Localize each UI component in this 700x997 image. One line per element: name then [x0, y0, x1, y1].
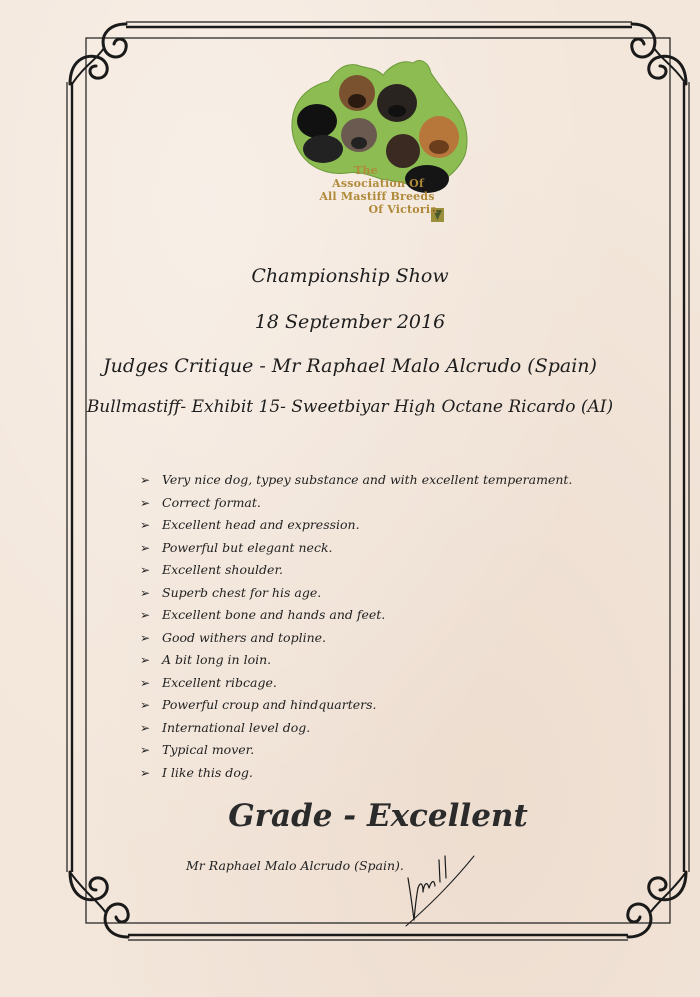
critique-text: A bit long in loin. [162, 652, 272, 667]
arrow-bullet-icon: ➢ [140, 495, 151, 510]
arrow-bullet-icon: ➢ [140, 518, 151, 532]
list-item [140, 694, 620, 717]
show-title: Championship Show [251, 265, 449, 287]
critique-text: Excellent shoulder. [162, 562, 284, 577]
list-item [140, 649, 620, 672]
arrow-bullet-icon: ➢ [140, 743, 151, 757]
arrow-bullet-icon: ➢ [140, 653, 151, 667]
arrow-bullet-icon: ➢ [140, 563, 151, 577]
list-item [140, 469, 620, 492]
critique-text: Excellent bone and hands and feet. [162, 607, 386, 622]
arrow-bullet-icon: ➢ [140, 675, 151, 690]
list-item [140, 559, 620, 582]
critique-text: I like this dog. [162, 764, 253, 780]
judge-signature-name: Mr Raphael Malo Alcrudo (Spain). [186, 858, 404, 873]
critique-text: Excellent head and expression. [162, 517, 360, 532]
judge-line: Judges Critique - Mr Raphael Malo Alcrudo (Spain) [103, 355, 597, 377]
list-item [140, 492, 620, 515]
grade-heading: Grade - Excellent [228, 798, 528, 834]
list-item [140, 514, 620, 537]
arrow-bullet-icon: ➢ [140, 585, 151, 600]
handwritten-signature [396, 848, 476, 928]
critique-text: Correct format. [162, 494, 261, 510]
arrow-bullet-icon: ➢ [140, 608, 151, 622]
list-item [140, 604, 620, 627]
logo-line-1: The [354, 164, 378, 177]
list-item [140, 762, 620, 785]
arrow-bullet-icon: ➢ [140, 720, 151, 735]
exhibit-line: Bullmastiff- Exhibit 15- Sweetbiyar High Octane Ricardo (AI) [86, 397, 614, 417]
logo-line-2: Association Of [332, 177, 424, 190]
arrow-bullet-icon: ➢ [140, 765, 151, 780]
show-date: 18 September 2016 [254, 311, 446, 333]
logo-line-4: Of Victoria [368, 203, 438, 216]
list-item [140, 672, 620, 695]
list-item [140, 582, 620, 605]
arrow-bullet-icon: ➢ [140, 540, 151, 555]
list-item [140, 537, 620, 560]
association-name [283, 164, 475, 216]
critique-list [140, 469, 620, 784]
critique-text: Typical mover. [162, 742, 255, 757]
logo-line-3: All Mastiff Breeds [319, 190, 435, 203]
list-item [140, 717, 620, 740]
critique-text: Powerful croup and hindquarters. [162, 697, 377, 712]
critique-text: Powerful but elegant neck. [162, 539, 333, 555]
critique-text: Good withers and topline. [162, 629, 326, 645]
critique-text: Superb chest for his age. [162, 584, 322, 600]
arrow-bullet-icon: ➢ [140, 630, 151, 645]
critique-text: Very nice dog, typey substance and with excellent temperament. [162, 472, 573, 487]
critique-text: Excellent ribcage. [162, 674, 277, 690]
critique-text: International level dog. [162, 719, 311, 735]
list-item [140, 627, 620, 650]
arrow-bullet-icon: ➢ [140, 698, 151, 712]
list-item [140, 739, 620, 762]
arrow-bullet-icon: ➢ [140, 473, 151, 487]
